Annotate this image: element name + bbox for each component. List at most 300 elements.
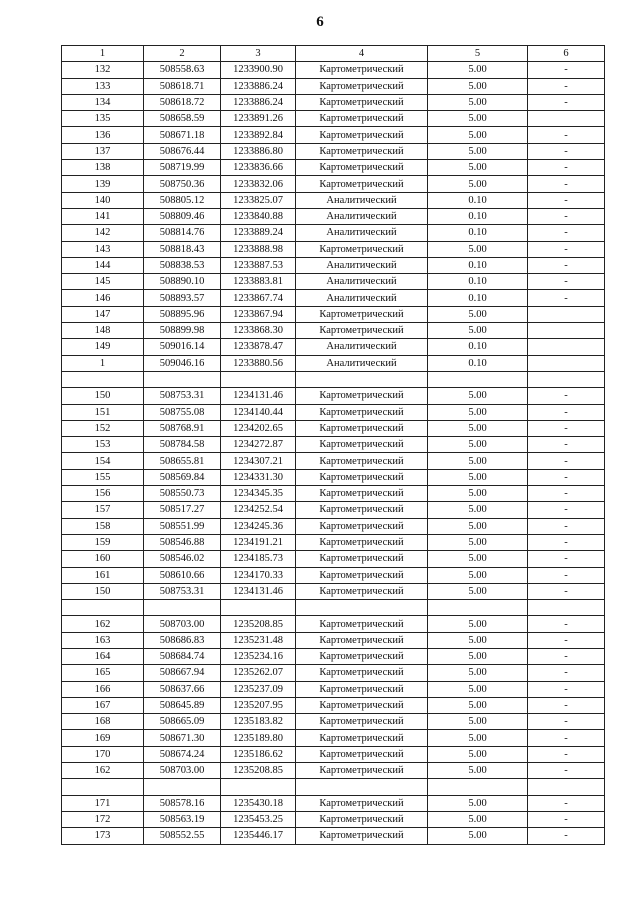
table-cell: 159 <box>62 534 144 550</box>
table-cell: 508578.16 <box>144 795 221 811</box>
table-cell: Картометрический <box>296 763 428 779</box>
table-cell: 508703.00 <box>144 616 221 632</box>
table-cell: - <box>528 176 605 192</box>
table-cell: 508552.55 <box>144 828 221 844</box>
table-cell: Картометрический <box>296 127 428 143</box>
table-cell: 1234170.33 <box>221 567 296 583</box>
table-row <box>62 339 605 355</box>
table-cell: Картометрический <box>296 616 428 632</box>
table-cell: 508768.91 <box>144 420 221 436</box>
table-cell: Картометрический <box>296 583 428 599</box>
table-cell: Картометрический <box>296 665 428 681</box>
table-cell: 0.10 <box>428 225 528 241</box>
table-cell: 5.00 <box>428 241 528 257</box>
table-cell: 0.10 <box>428 355 528 371</box>
table-cell: - <box>528 811 605 827</box>
table-cell: - <box>528 404 605 420</box>
table-cell: - <box>528 78 605 94</box>
table-cell: 1233883.81 <box>221 274 296 290</box>
table-cell: 508818.43 <box>144 241 221 257</box>
table-cell: 5.00 <box>428 730 528 746</box>
table-cell: 152 <box>62 420 144 436</box>
table-cell: 1233886.24 <box>221 78 296 94</box>
table-cell: 1234140.44 <box>221 404 296 420</box>
table-cell: - <box>528 551 605 567</box>
table-row <box>62 795 605 811</box>
page-number: 6 <box>316 14 324 30</box>
table-cell: 1234245.36 <box>221 518 296 534</box>
table-cell: 0.10 <box>428 257 528 273</box>
table-cell: 1235237.09 <box>221 681 296 697</box>
table-cell: 5.00 <box>428 306 528 322</box>
table-cell: 5.00 <box>428 697 528 713</box>
table-row <box>62 306 605 322</box>
table-cell: 5.00 <box>428 502 528 518</box>
table-cell: 172 <box>62 811 144 827</box>
table-row <box>62 828 605 844</box>
table-cell <box>528 355 605 371</box>
table-cell: 508558.63 <box>144 62 221 78</box>
table-cell: 1234191.21 <box>221 534 296 550</box>
table-cell: - <box>528 160 605 176</box>
table-cell: - <box>528 795 605 811</box>
table-cell <box>528 323 605 339</box>
table-cell: 508671.18 <box>144 127 221 143</box>
table-cell: 508618.71 <box>144 78 221 94</box>
table-cell: 508546.02 <box>144 551 221 567</box>
table-row <box>62 257 605 273</box>
table-cell: - <box>528 274 605 290</box>
table-cell: 155 <box>62 469 144 485</box>
table-cell: Аналитический <box>296 192 428 208</box>
table-cell: Картометрический <box>296 306 428 322</box>
table-cell: - <box>528 437 605 453</box>
table-row <box>62 371 605 387</box>
table-cell: 5.00 <box>428 388 528 404</box>
table-cell: 138 <box>62 160 144 176</box>
table-row <box>62 681 605 697</box>
table-cell: - <box>528 208 605 224</box>
table-row <box>62 453 605 469</box>
table-row <box>62 420 605 436</box>
table-cell: 135 <box>62 111 144 127</box>
table-cell: - <box>528 534 605 550</box>
table-cell: Картометрический <box>296 534 428 550</box>
table-cell: 509016.14 <box>144 339 221 355</box>
table-cell: 508805.12 <box>144 192 221 208</box>
table-cell <box>528 339 605 355</box>
table-cell: 5.00 <box>428 551 528 567</box>
table-row <box>62 241 605 257</box>
table-cell: Картометрический <box>296 518 428 534</box>
table-cell: 132 <box>62 62 144 78</box>
table-cell: 5.00 <box>428 469 528 485</box>
table-cell: - <box>528 192 605 208</box>
table-cell: 5.00 <box>428 486 528 502</box>
table-cell: 1233836.66 <box>221 160 296 176</box>
table-cell: 508753.31 <box>144 583 221 599</box>
table-cell: 508893.57 <box>144 290 221 306</box>
table-cell: - <box>528 143 605 159</box>
table-cell: 1233887.53 <box>221 257 296 273</box>
table-cell: 5.00 <box>428 583 528 599</box>
table-cell: - <box>528 714 605 730</box>
table-cell: 160 <box>62 551 144 567</box>
table-cell: 508550.73 <box>144 486 221 502</box>
table-cell: 144 <box>62 257 144 273</box>
table-cell: 1233868.30 <box>221 323 296 339</box>
table-row <box>62 355 605 371</box>
table-cell: - <box>528 486 605 502</box>
table-cell: Аналитический <box>296 225 428 241</box>
table-cell: 508686.83 <box>144 632 221 648</box>
table-row <box>62 437 605 453</box>
table-cell: Аналитический <box>296 257 428 273</box>
table-cell: Картометрический <box>296 551 428 567</box>
table-cell: 140 <box>62 192 144 208</box>
table-cell <box>296 600 428 616</box>
table-cell: 508676.44 <box>144 143 221 159</box>
table-row <box>62 290 605 306</box>
table-cell: Аналитический <box>296 208 428 224</box>
table-cell: 170 <box>62 746 144 762</box>
table-cell: Картометрический <box>296 486 428 502</box>
table-cell: 508750.36 <box>144 176 221 192</box>
table-cell: 508755.08 <box>144 404 221 420</box>
table-cell: 141 <box>62 208 144 224</box>
table-cell: 508895.96 <box>144 306 221 322</box>
table-cell: 1234345.35 <box>221 486 296 502</box>
table-cell: 147 <box>62 306 144 322</box>
table-cell: Картометрический <box>296 469 428 485</box>
table-cell: - <box>528 567 605 583</box>
table-cell: Картометрический <box>296 323 428 339</box>
table-row <box>62 486 605 502</box>
table-cell: 1235189.80 <box>221 730 296 746</box>
table-cell: 1235183.82 <box>221 714 296 730</box>
table-row <box>62 127 605 143</box>
table-cell: 156 <box>62 486 144 502</box>
table-cell: 1235234.16 <box>221 648 296 664</box>
table-cell: 0.10 <box>428 274 528 290</box>
table-row <box>62 160 605 176</box>
table-cell: - <box>528 290 605 306</box>
table-cell: - <box>528 225 605 241</box>
table-cell: Аналитический <box>296 339 428 355</box>
table-cell: 136 <box>62 127 144 143</box>
header-cell: 2 <box>144 46 221 62</box>
table-cell: 1233832.06 <box>221 176 296 192</box>
table-row <box>62 600 605 616</box>
table-cell: 5.00 <box>428 176 528 192</box>
table-cell: 5.00 <box>428 763 528 779</box>
table-cell: Картометрический <box>296 241 428 257</box>
table-cell: - <box>528 697 605 713</box>
table-cell: Картометрический <box>296 94 428 110</box>
table-cell: - <box>528 388 605 404</box>
table-cell: 0.10 <box>428 208 528 224</box>
table-cell: 1233892.84 <box>221 127 296 143</box>
table-cell: 508814.76 <box>144 225 221 241</box>
table-cell <box>428 371 528 387</box>
table-cell: 5.00 <box>428 143 528 159</box>
table-cell: Картометрический <box>296 730 428 746</box>
table-row <box>62 388 605 404</box>
table-cell <box>528 371 605 387</box>
table-cell: Аналитический <box>296 355 428 371</box>
table-row <box>62 697 605 713</box>
table-row <box>62 469 605 485</box>
table-cell: 508838.53 <box>144 257 221 273</box>
table-cell: 1235446.17 <box>221 828 296 844</box>
table-cell: 5.00 <box>428 746 528 762</box>
table-cell: 164 <box>62 648 144 664</box>
table-row <box>62 583 605 599</box>
table-cell <box>144 779 221 795</box>
table-cell <box>221 779 296 795</box>
table-header-row <box>62 46 605 62</box>
table-row <box>62 534 605 550</box>
table-row <box>62 111 605 127</box>
table-cell: - <box>528 502 605 518</box>
table-cell: 139 <box>62 176 144 192</box>
table-cell: Аналитический <box>296 290 428 306</box>
table-row <box>62 648 605 664</box>
table-cell: 5.00 <box>428 665 528 681</box>
table-cell: Картометрический <box>296 453 428 469</box>
table-row <box>62 143 605 159</box>
table-cell: 508684.74 <box>144 648 221 664</box>
table-cell: 5.00 <box>428 567 528 583</box>
table-cell: 508645.89 <box>144 697 221 713</box>
table-cell: 508658.59 <box>144 111 221 127</box>
table-row <box>62 323 605 339</box>
table-cell: - <box>528 518 605 534</box>
table-cell: 5.00 <box>428 616 528 632</box>
table-cell: 1235262.07 <box>221 665 296 681</box>
table-cell: 508899.98 <box>144 323 221 339</box>
table-cell: 153 <box>62 437 144 453</box>
table-cell: 508719.99 <box>144 160 221 176</box>
table-cell: 509046.16 <box>144 355 221 371</box>
table-cell: Картометрический <box>296 714 428 730</box>
table-cell: 1233867.74 <box>221 290 296 306</box>
table-cell: 134 <box>62 94 144 110</box>
table-cell: 1235208.85 <box>221 763 296 779</box>
header-cell: 1 <box>62 46 144 62</box>
table-cell: - <box>528 257 605 273</box>
table-cell: 1235453.25 <box>221 811 296 827</box>
table-cell: 5.00 <box>428 534 528 550</box>
table-cell: - <box>528 453 605 469</box>
table-cell <box>428 600 528 616</box>
table-cell: 1233888.98 <box>221 241 296 257</box>
table-cell: 508753.31 <box>144 388 221 404</box>
table-cell: 5.00 <box>428 94 528 110</box>
table-cell: - <box>528 127 605 143</box>
table-row <box>62 62 605 78</box>
table-cell: 1233891.26 <box>221 111 296 127</box>
table-row <box>62 551 605 567</box>
table-row <box>62 616 605 632</box>
table-cell: Картометрический <box>296 828 428 844</box>
table-row <box>62 567 605 583</box>
table-cell: 161 <box>62 567 144 583</box>
table-cell: Картометрический <box>296 143 428 159</box>
table-cell: 1235430.18 <box>221 795 296 811</box>
table-cell: 5.00 <box>428 404 528 420</box>
header-cell: 4 <box>296 46 428 62</box>
table-cell: 1234272.87 <box>221 437 296 453</box>
table-cell: Картометрический <box>296 388 428 404</box>
table-cell: 5.00 <box>428 632 528 648</box>
table-cell: - <box>528 665 605 681</box>
table-cell: 1234252.54 <box>221 502 296 518</box>
table-cell: 1233878.47 <box>221 339 296 355</box>
table-cell: 5.00 <box>428 453 528 469</box>
table-cell <box>528 111 605 127</box>
table-cell <box>528 600 605 616</box>
table-row <box>62 176 605 192</box>
table-cell: 1235231.48 <box>221 632 296 648</box>
table-cell: 162 <box>62 616 144 632</box>
table-cell: 5.00 <box>428 648 528 664</box>
table-cell <box>296 779 428 795</box>
table-cell: 508809.46 <box>144 208 221 224</box>
table-cell: Картометрический <box>296 632 428 648</box>
table-row <box>62 665 605 681</box>
table-cell: 1234202.65 <box>221 420 296 436</box>
table-cell: - <box>528 828 605 844</box>
table-cell: 508667.94 <box>144 665 221 681</box>
table-cell: 1234131.46 <box>221 388 296 404</box>
table-cell: 1 <box>62 355 144 371</box>
table-cell: 166 <box>62 681 144 697</box>
table-cell: 508610.66 <box>144 567 221 583</box>
table-cell: 5.00 <box>428 437 528 453</box>
table-cell: 508665.09 <box>144 714 221 730</box>
table-cell: Картометрический <box>296 746 428 762</box>
table-cell: 1233886.80 <box>221 143 296 159</box>
table-cell: 5.00 <box>428 78 528 94</box>
table-cell: 0.10 <box>428 290 528 306</box>
table-cell: 508517.27 <box>144 502 221 518</box>
table-cell: 171 <box>62 795 144 811</box>
table-row <box>62 632 605 648</box>
table-cell: 508703.00 <box>144 763 221 779</box>
table-cell: - <box>528 94 605 110</box>
table-cell: Картометрический <box>296 420 428 436</box>
table-cell: - <box>528 730 605 746</box>
table-cell: 5.00 <box>428 518 528 534</box>
table-cell: 1234331.30 <box>221 469 296 485</box>
table-cell: 1233840.88 <box>221 208 296 224</box>
coordinates-table <box>61 45 605 845</box>
table-cell: - <box>528 681 605 697</box>
table-cell <box>296 371 428 387</box>
table-cell: 5.00 <box>428 323 528 339</box>
table-cell: Аналитический <box>296 274 428 290</box>
table-cell: 1233886.24 <box>221 94 296 110</box>
table-cell: 1233880.56 <box>221 355 296 371</box>
table-cell: 508546.88 <box>144 534 221 550</box>
table-cell: Картометрический <box>296 502 428 518</box>
table-cell: Картометрический <box>296 160 428 176</box>
table-cell: Картометрический <box>296 811 428 827</box>
table-cell: Картометрический <box>296 697 428 713</box>
table-row <box>62 763 605 779</box>
table-cell: 167 <box>62 697 144 713</box>
table-cell: 5.00 <box>428 111 528 127</box>
table-cell: Картометрический <box>296 111 428 127</box>
table-cell: 142 <box>62 225 144 241</box>
table-cell <box>62 779 144 795</box>
table-cell: 158 <box>62 518 144 534</box>
table-cell: 508784.58 <box>144 437 221 453</box>
table-cell <box>221 371 296 387</box>
table-row <box>62 518 605 534</box>
table-cell <box>528 779 605 795</box>
table-cell <box>144 600 221 616</box>
table-row <box>62 208 605 224</box>
table-cell <box>221 600 296 616</box>
table-cell: - <box>528 62 605 78</box>
table-cell: - <box>528 632 605 648</box>
table-cell: 148 <box>62 323 144 339</box>
table-cell: - <box>528 763 605 779</box>
header-cell: 6 <box>528 46 605 62</box>
header-cell: 3 <box>221 46 296 62</box>
table-row <box>62 746 605 762</box>
table-cell: 0.10 <box>428 339 528 355</box>
table-cell: 5.00 <box>428 828 528 844</box>
table-cell: 1235207.95 <box>221 697 296 713</box>
table-cell: 151 <box>62 404 144 420</box>
table-cell: 169 <box>62 730 144 746</box>
table-cell: 5.00 <box>428 160 528 176</box>
table-row <box>62 225 605 241</box>
table-cell: 157 <box>62 502 144 518</box>
table-cell: - <box>528 420 605 436</box>
table-cell <box>62 600 144 616</box>
table-cell: 508618.72 <box>144 94 221 110</box>
table-row <box>62 274 605 290</box>
table-cell <box>144 371 221 387</box>
coordinates-table-body <box>62 46 605 845</box>
table-cell: 5.00 <box>428 811 528 827</box>
table-cell: 149 <box>62 339 144 355</box>
table-cell: Картометрический <box>296 404 428 420</box>
table-cell: 508890.10 <box>144 274 221 290</box>
table-cell: 150 <box>62 388 144 404</box>
table-cell: - <box>528 583 605 599</box>
table-cell: 137 <box>62 143 144 159</box>
table-row <box>62 730 605 746</box>
table-cell: Картометрический <box>296 78 428 94</box>
table-cell: 508655.81 <box>144 453 221 469</box>
table-cell: 5.00 <box>428 795 528 811</box>
table-cell: 146 <box>62 290 144 306</box>
table-cell: 154 <box>62 453 144 469</box>
table-row <box>62 502 605 518</box>
table-row <box>62 78 605 94</box>
table-cell: 145 <box>62 274 144 290</box>
table-cell: Картометрический <box>296 567 428 583</box>
table-cell: 133 <box>62 78 144 94</box>
table-row <box>62 714 605 730</box>
table-cell: 508551.99 <box>144 518 221 534</box>
table-row <box>62 192 605 208</box>
